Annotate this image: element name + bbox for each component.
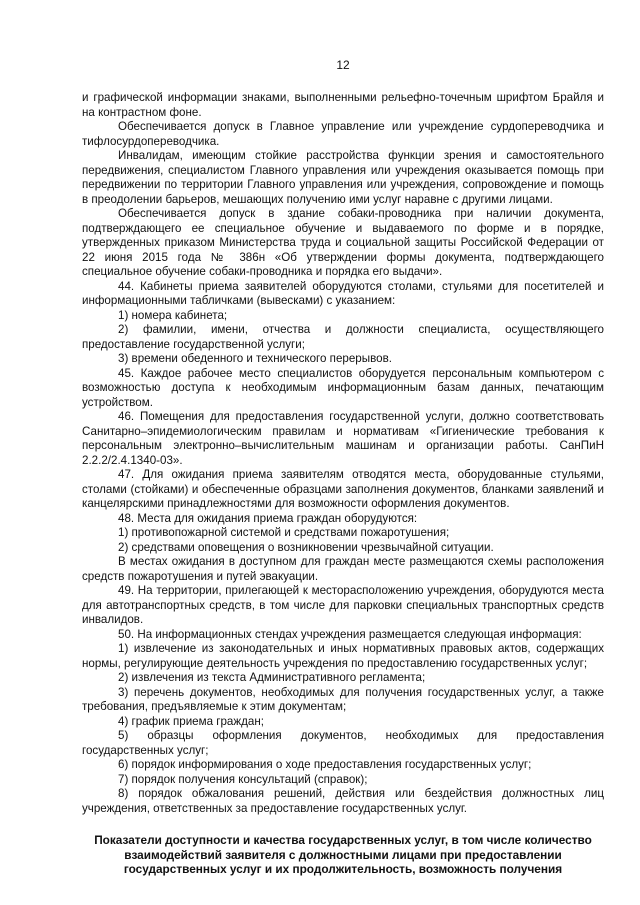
paragraph: 49. На территории, прилегающей к месторасположению учреждения, оборудуются места для автотранспортных средств, в том числе для парковки специальных транспортных средств инвалидов.: [82, 584, 604, 626]
paragraph: 6) порядок информирования о ходе предоставления государственных услуг;: [118, 758, 532, 771]
paragraph: 5) образцы оформления документов, необходимых для предоставления государственных услуг;: [82, 729, 604, 757]
paragraph: 1) противопожарной системой и средствами пожаротушения;: [118, 526, 450, 539]
paragraph: В местах ожидания в доступном для граждан месте размещаются схемы расположения средств пожаротушения и путей эвакуации.: [82, 555, 604, 583]
paragraph: Инвалидам, имеющим стойкие расстройства функции зрения и самостоятельного передвижения, специалистом Главного управления или учреждения оказывается помощь при передвижении по территории Главного управления или учреждения, сопровождение и помощь в преодолении барьеров, мешающих получению ими услуг наравне с другими лицами.: [82, 149, 604, 206]
paragraph: 48. Места для ожидания приема граждан оборудуются:: [118, 511, 418, 525]
paragraph: 2) фамилии, имени, отчества и должности специалиста, осуществляющего предоставление государственной услуги;: [82, 323, 604, 351]
paragraph: 4) график приема граждан;: [118, 714, 264, 728]
paragraph: 45. Каждое рабочее место специалистов оборудуется персональным компьютером с возможностью доступа к необходимым информационным базам данных, печатающим устройством.: [82, 366, 604, 409]
paragraph: 44. Кабинеты приема заявителей оборудуются столами, стульями для посетителей и информационными табличками (вывесками) с указанием:: [82, 279, 604, 307]
heading-line: Показатели доступности и качества государственных услуг, в том числе количество: [94, 833, 592, 847]
paragraph: Обеспечивается допуск в Главное управление или учреждение сурдопереводчика и тифлосурдопереводчика.: [82, 120, 604, 148]
paragraph: Обеспечивается допуск в здание собаки-проводника при наличии документа, подтверждающего ее специальное обучение и выдаваемого по форме и в порядке, утвержденных приказом Министерства труда и социальной защиты Российской Федерации от 22 июня 2015 года № 386н «Об утверждении формы документа, подтверждающего специальное обучение собаки-проводника и порядка его выдачи».: [82, 207, 604, 278]
paragraph: 1) номера кабинета;: [118, 308, 228, 322]
paragraph: 3) времени обеденного и технического перерывов.: [118, 352, 392, 365]
paragraph: 50. На информационных стендах учреждения размещается следующая информация:: [118, 627, 582, 641]
paragraph: 2) средствами оповещения о возникновении чрезвычайной ситуации.: [118, 540, 494, 554]
paragraph: и графической информации знаками, выполненными рельефно-точечным шрифтом Брайля и на контрастном фоне.: [82, 91, 604, 119]
paragraph: 1) извлечение из законодательных и иных нормативных правовых актов, содержащих нормы, регулирующие деятельность учреждения по предоставлению государственных услуг;: [82, 642, 604, 670]
paragraph: 3) перечень документов, необходимых для получения государственных услуг, а также требования, предъявляемые к этим документам;: [82, 685, 604, 713]
heading-line: взаимодействий заявителя с должностными лицами при предоставлении: [124, 847, 562, 862]
paragraph: 2) извлечения из текста Административного регламента;: [118, 671, 426, 684]
paragraph: 8) порядок обжалования решений, действия или бездействия должностных лиц учреждения, ответственных за предоставление государственных услуг.: [82, 787, 604, 815]
section-heading: [82, 833, 604, 877]
heading-line: государственных услуг и их продолжительность, возможность получения: [123, 862, 563, 877]
paragraph: 46. Помещения для предоставления государственной услуги, должно соответствовать Санитарно–эпидемиологическим правилам и нормативам «Гигиенические требования к персональным электронно–вычислительным машинам и организации работы. СанПиН 2.2.2/2.4.1340-03».: [82, 410, 604, 467]
document-body: [82, 91, 604, 816]
paragraph: 7) порядок получения консультаций (справок);: [118, 772, 368, 786]
paragraph: 47. Для ожидания приема заявителям отводятся места, оборудованные стульями, столами (стойками) и обеспеченные образцами заполнения документов, бланками заявлений и канцелярскими принадлежностями для возможности оформления документов.: [82, 468, 604, 510]
page-number: 12: [336, 58, 350, 72]
